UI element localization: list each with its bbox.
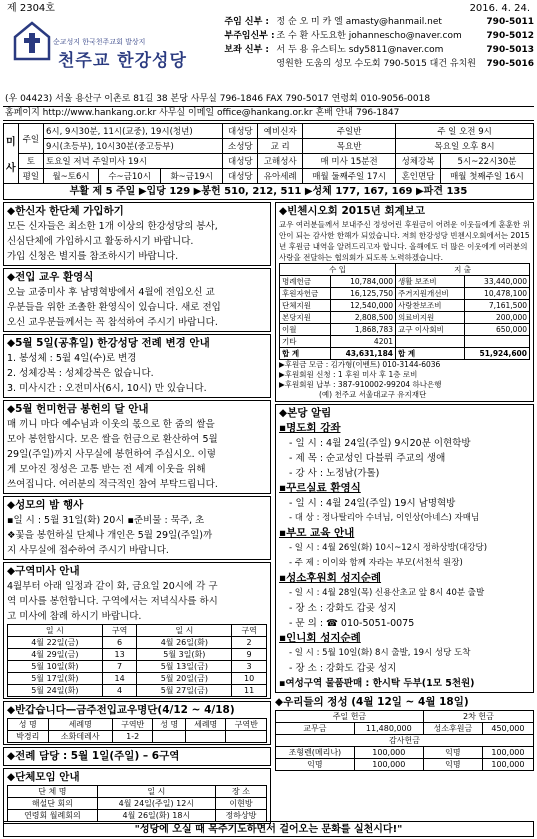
newcomers-box: ◆반갑습니다—금주전입교우명단(4/12 ~ 4/18) 성 명 세례명 구역반 성 명 세례명 구역반 박경리 소화데레사 1-2 bbox=[3, 701, 271, 745]
meetings-table: 단 체 명 일 시 장 소 해설단 회의 4월 24일(주일) 12시 이현방 연령회 월례회의 4월 26일(화) 18시 정하상방 bbox=[7, 785, 267, 822]
table-row: 후원자헌금 16,125,750 주거지원개선비 10,478,100 bbox=[280, 288, 530, 300]
parish-news-box: ◆본당 알림 ▪명도회 강좌 - 일 시 : 4월 24일(주일) 9시20분 이현학방 - 제 목 : 순교성인 다블뤼 주교의 생애 - 강 사 : 노정남(가톨) ▪꾸르실료 환영식 - 일 시 : 4월 24일(주일) 19시 남명혁방 - 대 상 : 정나탈리아 수녀님, 이인상(아네스) 자매님 ▪부모 교육 안내 - 일 시 : 4월 26일(화) 10시~12시 정하상방(대강당) - 주 제 : 이이와 함께 자라는 부모(서천석 원장) ▪성소후원회 성지순례 - 일 시 : 4월 28일(목) 신용산초교 앞 8시 40분 출발 - 장 소 : 강화도 갑곶 성지 - 문 의 : ☎ 010-5051-0075 ▪인니회 성지순례 - 일 시 : 5월 10일(화) 8시 출발, 19시 성당 도착 - 장 소 : 강화도 갑곶 성지 ▪여성구역 물품판매 : 한시탁 두부(1모 5천원) bbox=[275, 404, 534, 693]
table-row: 조형렌(메리나) 100,000 익명 100,000 bbox=[276, 747, 534, 759]
newcomers-table: 성 명 세례명 구역반 성 명 세례명 구역반 박경리 소화데레사 1-2 bbox=[7, 718, 267, 743]
address-line: (우 04423) 서울 용산구 이촌로 81길 38 본당 사무실 796-1846 FAX 790-5017 연령회 010-9056-0018 bbox=[3, 93, 534, 107]
right-column bbox=[275, 202, 534, 826]
homepage-line: 홈페이지 http://www.hankang.or.kr 사무실 이메일 office@hankang.or.kr 혼배 안내 796-1847 bbox=[3, 107, 534, 121]
table-row: 단체지원 12,540,000 사랑찬보조비 7,161,500 bbox=[280, 300, 530, 312]
header bbox=[3, 15, 534, 93]
contact-row: 보좌 신부 : 서 두 용 유스티노 sdy5811@naver.com 790-5013 bbox=[224, 45, 534, 55]
notice-box: ◆성모의 밤 행사 ▪일 시 : 5월 31일(화) 20시 ▪준비물 : 묵주, 초 ❖꽃을 봉헌하실 단체나 개인은 5월 29일(주일)까 지 사무실에 접수하여 주시기 바랍니다. bbox=[3, 496, 271, 560]
bulletin-page bbox=[3, 3, 534, 837]
table-row: 익명 100,000 익명 100,000 bbox=[276, 759, 534, 771]
table-row: 합 계 43,631,184 합 계 51,924,600 bbox=[280, 348, 530, 360]
district-mass-box: ◆구역미사 안내 4월부터 아래 일정과 같이 화, 금요일 20시에 각 구 역 미사를 봉헌합니다. 구역에서는 저녁식사를 하시 고 미사에 참례 하시기 바랍니다. 일 시 구역 일 시 구역 4월 22일(금) 6 4월 26일(화) 2 4월 29일(금) 13 5월 3일(화) 9 5월 10일(화) 7 5월 13일(금) 3 5월 17일(화) 14 5월 20일(금) 10 5월 24일(화) 4 5월 27일(금) 11 bbox=[3, 562, 271, 699]
table-row: 본당지원 2,808,500 의료비지원 200,000 bbox=[280, 312, 530, 324]
hymn-readings: 부활 제 5 주일 ▶입당 129 ▶봉헌 510, 212, 511 ▶성체 177, 167, 169 ▶파견 135 bbox=[3, 184, 534, 200]
left-column bbox=[3, 202, 271, 826]
mass-schedule-table: 미 사 주일 6시, 9시30분, 11시(교중), 19시(청년) 대성당 예비신자 주일반 주 일 오전 9시 9시(초등부), 10시30분(중고등부) 소성당 교 리 목요반 목요일 오후 8시 토 토요일 저녁 주일미사 19시 대성당 고해성사 매 미사 15분전 성체강복 5시~22시30분 평일 월~토6시 수~금10시 화~금19시 대성당 유아세례 매월 둘째주일 17시 혼인면담 매월 첫째주일 16시 bbox=[3, 123, 534, 184]
table-row: 연령회 월례회의 4월 26일(화) 18시 정하상방 bbox=[8, 810, 267, 822]
table-row: 기타 4201 bbox=[280, 336, 530, 348]
table-row: 4월 29일(금) 13 5월 3일(화) 9 bbox=[8, 649, 267, 661]
church-logo bbox=[3, 15, 194, 93]
notice-box: ◆5월 헌미헌금 봉헌의 달 안내 매 끼니 마다 예수님과 이웃의 몫으로 한 줌의 쌀을 모아 봉헌합시다. 모은 쌀을 헌금으로 환산하여 5월 29일(주일)까지 사무실에 봉헌하여 주십시오. 이렇 게 모아진 정성은 고통 받는 전 세계 이웃을 위해 쓰여집니다. 여러분의 적극적인 참여 부탁드립니다. bbox=[3, 400, 271, 494]
table-row: 5월 17일(화) 14 5월 20일(금) 10 bbox=[8, 673, 267, 685]
offering-table: 주일 헌금 2차 헌금 교무금 11,480,000 성소후원금 450,000 감사헌금 조형렌(메리나) 100,000 익명 100,000 익명 100,000 익명 100,000 bbox=[275, 710, 534, 771]
notice-box: ◆전입 교우 환영식 오늘 교중미사 후 남명혁방에서 4월에 전입오신 교 우분들을 위한 조촐한 환영식이 있습니다. 새로 전입 오신 교우분들께서는 꼭 참석하여 주시기 바랍니다. bbox=[3, 268, 271, 332]
liturgy-box: ◆전례 담당 : 5월 1일(주일) – 6구역 bbox=[3, 747, 271, 766]
contact-row: 부주임신부 : 조 수 환 사도요한 johannescho@naver.com 790-5012 bbox=[224, 31, 534, 41]
table-row: 4월 22일(금) 6 4월 26일(화) 2 bbox=[8, 637, 267, 649]
table-row: 명례헌금 10,784,000 생활 보조비 33,440,000 bbox=[280, 276, 530, 288]
contact-row: 주임 신부 : 정 순 오 미 카 엘 amasty@hanmail.net 790-5011 bbox=[224, 17, 534, 27]
mass-side-label: 미 사 bbox=[4, 124, 19, 184]
meetings-box: ◆단체모임 안내 단 체 명 일 시 장 소 해설단 회의 4월 24일(주일) 12시 이현방 연령회 월례회의 4월 26일(화) 18시 정하상방 bbox=[3, 768, 271, 824]
contact-row: 영원한 도움의 성모 수도회 790-5015 대건 유치원 790-5016 bbox=[276, 59, 534, 69]
table-row: 박경리 소화데레사 1-2 bbox=[8, 731, 267, 743]
district-mass-table: 일 시 구역 일 시 구역 4월 22일(금) 6 4월 26일(화) 2 4월 29일(금) 13 5월 3일(화) 9 5월 10일(화) 7 5월 13일(금) 3 5월 17일(화) 14 5월 20일(금) 10 5월 24일(화) 4 5월 27일(금) 11 bbox=[7, 624, 267, 697]
logo-subtitle: 순교성지 한국천주교회 발상지 bbox=[53, 38, 146, 46]
issue-number: 제 2304호 bbox=[7, 3, 55, 14]
issue-date: 2016. 4. 24. bbox=[469, 3, 530, 14]
contacts bbox=[194, 15, 534, 93]
footer-slogan: "성당에 오실 때 목주기도하면서 걸어오는 문화를 실천시다!" bbox=[3, 821, 534, 837]
table-row: 이월 1,868,783 교구 이사회비 650,000 bbox=[280, 324, 530, 336]
offering-section: ◆우리들의 정성 (4월 12일 ~ 4월 18일) 주일 헌금 2차 헌금 교무금 11,480,000 성소후원금 450,000 감사헌금 조형렌(메리나) 100,000 익명 100,000 익명 100,000 익명 100,000 bbox=[275, 695, 534, 771]
topline bbox=[3, 3, 534, 15]
finance-table: 수 입 지 출 명례헌금 10,784,000 생활 보조비 33,440,000 후원자헌금 16,125,750 주거지원개선비 10,478,100 단체지원 12,540,000 사랑찬보조비 7,161,500 본당지원 2,808,500 의료비지원 200,000 이월 1,868,783 교구 이사회비 650,000 기타 4201 합 계 43,631,184 합 계 51,924,600 bbox=[279, 263, 530, 360]
table-row: 교무금 11,480,000 성소후원금 450,000 bbox=[276, 723, 534, 735]
notice-box: ◆한신자 한단체 가입하기 모든 신자들은 최소한 1개 이상의 한강성당의 봉사, 신심단체에 가입하시고 활동하시기 바랍니다. 가입 신청은 별지를 참조하시기 바랍니다. bbox=[3, 202, 271, 266]
finance-box: ◆빈첸시오회 2015년 회계보고 교우 여러분들께서 보내주신 정성어린 후원금이 어려운 이웃들에게 훈훈한 위안이 되는 감사한 한해가 되었습니다. 저희 한강성당 빈첸시오회에서는 2015년 후원금 내역을 알려드리고자 합니다. 올해에도 더 많은 이웃에게 여러분의 사랑을 전달하는 협의회가 되도록 노력하겠습니다. 수 입 지 출 명례헌금 10,784,000 생활 보조비 33,440,000 후원자헌금 16,125,750 주거지원개선비 10,478,100 단체지원 12,540,000 사랑찬보조비 7,161,500 본당지원 2,808,500 의료비지원 200,000 이월 1,868,783 교구 이사회비 650,000 기타 4201 합 계 43,631,184 합 계 51,924,600 ▶후원금 모금 : 김가형(이벤트) 010-3144-6036 ▶후원회원 신청 : 1 후원 미사 후 1층 로비 ▶후원회원 납부 : 387-910002-99204 하나은행 (예) 천주교 서울대교구 유지재단 bbox=[275, 202, 534, 402]
table-row: 5월 24일(화) 4 5월 27일(금) 11 bbox=[8, 685, 267, 697]
notice-box: ◆5월 5일(공휴일) 한강성당 전례 변경 안내 1. 봉성체 : 5월 4일(수)로 변경 2. 성체강복 : 성체강복은 없습니다. 3. 미사시간 : 오전미사(6시, 10시) 만 있습니다. bbox=[3, 334, 271, 398]
logo-name: 천주교 한강성당 bbox=[58, 51, 187, 71]
table-row: 해설단 회의 4월 24일(주일) 12시 이현방 bbox=[8, 798, 267, 810]
table-row: 5월 10일(화) 7 5월 13일(금) 3 bbox=[8, 661, 267, 673]
church-icon bbox=[9, 19, 55, 63]
